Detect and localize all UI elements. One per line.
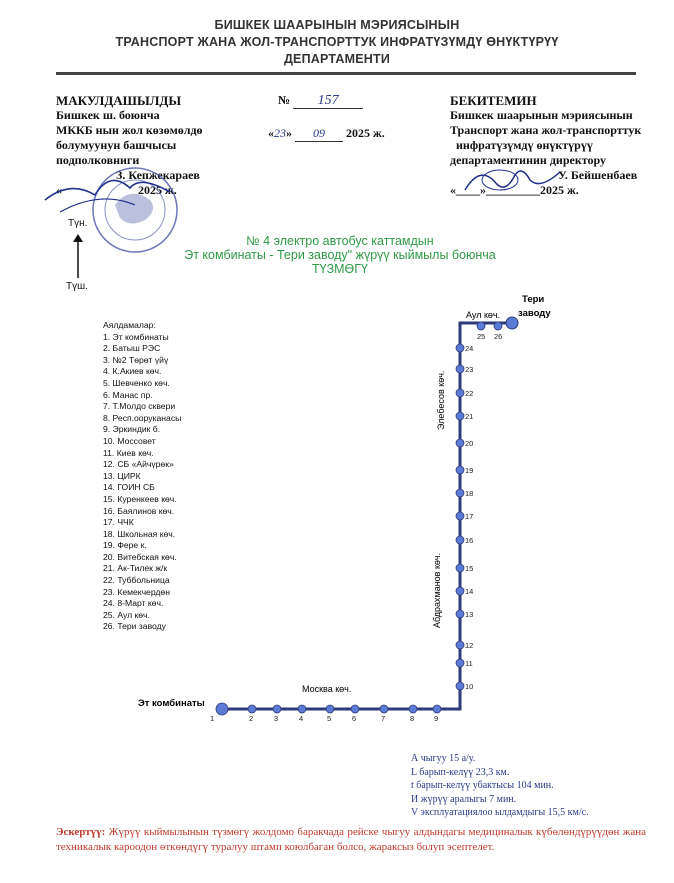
stop-number-label: 23 [465,365,474,374]
stop-number-label: 24 [465,344,474,353]
stop-marker [456,389,464,397]
date-year: 2025 ж. [346,126,385,140]
stop-number-label: 13 [465,610,474,619]
list-item: 4. К.Акиев көч. [103,366,162,377]
department-header-line3: ДЕПАРТАМЕНТИ [283,52,391,66]
stop-number-label: 21 [465,412,474,421]
stop-marker [456,536,464,544]
stop-marker [433,705,441,713]
approved-name: У. Бейшенбаев [558,168,638,182]
stop-marker [456,365,464,373]
stop-number-label: 15 [465,564,474,573]
list-item: 17. ЧЧК [103,517,134,528]
street-label-elebesov: Элебесов көч. [436,370,446,430]
approved-line2: Транспорт жана жол-транспорттук [450,123,642,137]
approved-line4: департаментинин директору [450,153,606,167]
approved-line1: Бишкек шаарынын мэриясынын [450,108,633,122]
stop-number-label: 22 [465,389,474,398]
info-speed: V эксплуатациялоо ылдамдыгы 15,5 км/с. [411,807,589,818]
note [56,825,646,855]
stop-marker [456,641,464,649]
stop-number-label: 3 [274,714,279,723]
stop-number-label: 18 [465,489,474,498]
stops-heading: Аялдамалар: [103,320,156,330]
stop-marker [456,439,464,447]
stop-number-label: 16 [465,536,474,545]
stop-number-label: 6 [352,714,357,723]
end-terminal-label-2: заводу [518,308,551,319]
document-number: 157 [317,93,339,108]
schedule-title-line1: № 4 электро автобус каттамдын [246,234,434,248]
stop-number-label: 7 [381,714,386,723]
stop-number-label: 5 [327,714,332,723]
note-label: Эскертүү: [56,826,106,838]
stop-number-label: 9 [434,714,439,723]
stop-number-label: 10 [465,682,474,691]
agreed-line4: подполковниги [56,153,140,167]
list-item: 6. Манас пр. [103,389,153,400]
list-item: 2. Батыш РЭС [103,343,161,354]
agreed-name: З. Кепжекараев [116,168,200,182]
stop-marker [456,512,464,520]
stop-number-label: 20 [465,439,474,448]
stop-marker [409,705,417,713]
list-item: 12. СБ «Айчүрөк» [103,459,174,470]
list-item: 14. ГОИН СБ [103,482,155,493]
stop-number-label: 19 [465,466,474,475]
info-interval: И жүрүү аралыгы 7 мин. [411,793,517,805]
stop-marker [273,705,281,713]
list-item: 25. Аул көч. [103,609,150,620]
stop-number-label: 25 [477,332,486,341]
list-item: 21. Ак-Тилек ж/к [103,563,168,574]
list-item: 23. Кемекчердөн [103,586,170,597]
stop-number-label: 12 [465,641,474,650]
info-roundtrip-time: t барып-келүү убактысы 104 мин. [411,780,554,791]
agreed-heading: МАКУЛДАШЫЛДЫ [56,93,182,108]
stop-marker [298,705,306,713]
stop-number-label: 8 [410,714,415,723]
department-header-line2: ТРАНСПОРТ ЖАНА ЖОЛ-ТРАНСПОРТТУК ИНФРАТҮЗҮМДҮ ӨНҮКТҮРҮҮ [115,35,559,49]
stop-marker [380,705,388,713]
list-item: 13. ЦИРК [103,470,141,481]
date-month: 09 [313,126,325,140]
department-header-line1: БИШКЕК ШААРЫНЫН МЭРИЯСЫНЫН [214,18,460,32]
list-item: 11. Киев көч. [103,447,154,458]
list-item: 24. 8-Март көч. [103,598,164,609]
document-number-label: № [278,93,291,107]
street-label-moskva: Москва көч. [302,684,352,694]
list-item: 1. Эт комбинаты [103,331,169,342]
stop-marker [494,322,502,330]
list-item: 22. Туббольница [103,575,170,586]
list-item: 20. Витебская көч. [103,551,177,562]
stop-marker [456,587,464,595]
schedule-title-line3: ТҮЗМӨГҮ [312,262,368,276]
stop-marker [216,703,228,715]
approved-line3: инфратүзүмдү өнүктүрүү [456,138,593,152]
route-info [411,752,589,820]
list-item: 8. Респ.ооруканасы [103,412,182,423]
date-day: 23 [274,126,286,140]
list-item: 10. Моссовет [103,435,156,446]
stop-marker [456,466,464,474]
list-item: 19. Фере к. [103,540,147,551]
stop-marker [326,705,334,713]
list-item: 3. №2 Төрөт үйү [103,354,169,365]
stop-number-label: 17 [465,512,474,521]
stop-marker [456,344,464,352]
stop-marker [477,322,485,330]
agreed-line2: МККБ нын жол көзөмөлдө [56,123,203,137]
stop-number-label: 14 [465,587,474,596]
agreed-line1: Бишкек ш. боюнча [56,108,160,122]
stop-marker [456,564,464,572]
street-label-aul: Аул көч. [466,310,501,320]
compass-south-label: Түш. [66,281,88,292]
compass-north-label: Түн. [68,218,88,229]
agreed-date-open: « [56,183,62,197]
street-label-abdrakhmanov: Абдрахманов көч. [432,552,442,628]
stop-marker [456,489,464,497]
date-close: » [286,126,292,140]
start-terminal-label: Эт комбинаты [138,698,205,709]
stop-marker [456,610,464,618]
end-terminal-label-1: Тери [522,294,545,305]
note-text: Жүрүү кыймылынын түзмөгү жолдомо баракчада рейске чыгуу алдындагы медициналык күбөлөндүрүүдөн жана техникалык кароодон өткөндүгү туралуу штамп коюлбаган болсо, жараксыз болуп эсептелет. [56,826,646,853]
list-item: 16. Баялинов көч. [103,505,175,516]
list-item: 18. Школьная көч. [103,528,176,539]
stop-marker [456,682,464,690]
stop-number-label: 4 [299,714,304,723]
stop-number-label: 26 [494,332,503,341]
schedule-title-line2: Эт комбинаты - Тери заводу" жүрүү кыймылы боюнча [184,248,496,262]
list-item: 9. Эркиндик б. [103,424,161,435]
stop-marker [456,412,464,420]
info-length: L барып-келүү 23,3 км. [411,766,510,778]
stop-marker [248,705,256,713]
list-item: 5. Шевченко көч. [103,377,170,388]
list-item: 26. Тери заводу [103,621,166,632]
stop-marker [456,659,464,667]
approved-date: «____»_________2025 ж. [450,183,579,197]
stop-number-label: 11 [465,659,473,668]
list-item: 7. Т.Молдо сквери [103,401,176,412]
stop-number-label: 2 [249,714,254,723]
stop-marker [351,705,359,713]
list-item: 15. Куренкеев көч. [103,493,177,504]
approved-heading: БЕКИТЕМИН [450,93,537,108]
end-terminal-marker [506,317,518,329]
agreed-year: 2025 ж. [138,183,177,197]
info-vehicles: А чыгуу 15 а/у. [411,753,476,764]
stop-number-label: 1 [210,714,215,723]
date-open: « [268,126,274,140]
agreed-line3: болумуунун башчысы [56,138,177,152]
